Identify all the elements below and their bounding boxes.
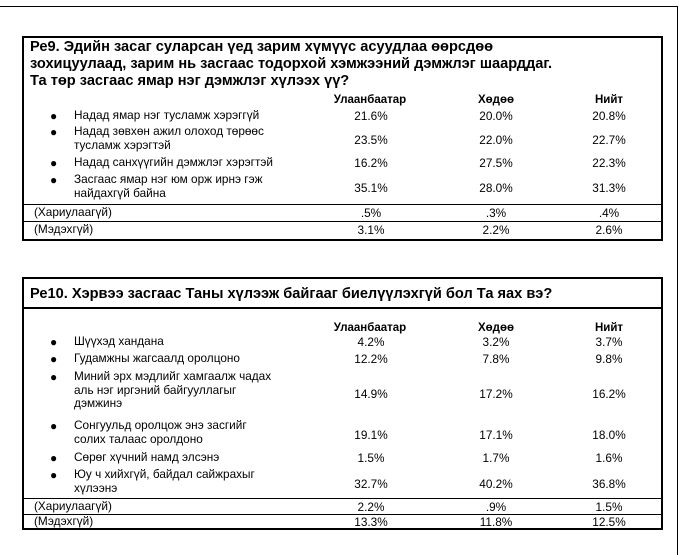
bullet-icon: ● bbox=[50, 468, 58, 482]
page-top-rule bbox=[0, 6, 677, 7]
value-niit: 1.5% bbox=[595, 500, 623, 514]
row-label: (Мэдэхгүй) bbox=[34, 222, 94, 236]
row-label: (Мэдэхгүй) bbox=[34, 514, 94, 528]
question-title bbox=[24, 279, 661, 309]
value-khuduu: 27.5% bbox=[479, 156, 513, 170]
value-khuduu: .3% bbox=[485, 206, 507, 220]
value-khuduu: 7.8% bbox=[482, 352, 510, 366]
question-title-line: Ре9. Эдийн засаг суларсан үед зарим хүмүүс асуудлаа өөрсдөө bbox=[30, 39, 494, 55]
row-label: (Хариулаагүй) bbox=[34, 499, 112, 513]
column-header-niit: Нийт bbox=[594, 94, 624, 106]
column-header-ulaanbaatar: Улаанбаатар bbox=[333, 322, 407, 334]
value-niit: 16.2% bbox=[592, 387, 626, 401]
row-label: Сонгуульд оролцож энэ засгийг солих талаас оролдоно bbox=[74, 418, 247, 446]
value-khuduu: 3.2% bbox=[482, 335, 510, 349]
question-title-line: Та төр засгаас ямар нэг дэмжлэг хүлээх үү? bbox=[30, 73, 350, 89]
row-label: Сөрөг хүчний намд элсэнэ bbox=[74, 450, 220, 464]
value-ulaanbaatar: 23.5% bbox=[354, 133, 388, 147]
row-label: Надад зөвхөн ажил олоход төрөөс тусламж хэрэгтэй bbox=[74, 124, 264, 152]
row-label: Засгаас ямар нэг юм орж ирнэ гэж найдахгүй байна bbox=[74, 172, 263, 200]
column-header-ulaanbaatar: Улаанбаатар bbox=[333, 94, 407, 106]
divider bbox=[24, 221, 661, 222]
value-niit: 22.7% bbox=[592, 133, 626, 147]
value-ulaanbaatar: 19.1% bbox=[354, 428, 388, 442]
value-niit: 22.3% bbox=[592, 156, 626, 170]
value-niit: 31.3% bbox=[592, 181, 626, 195]
question-title-line: Ре10. Хэрвээ засгаас Таны хүлээж байгааг биелүүлэхгүй бол Та яах вэ? bbox=[30, 286, 553, 302]
value-niit: 36.8% bbox=[592, 477, 626, 491]
question-table-q10 bbox=[22, 277, 663, 530]
page-right-rule bbox=[677, 6, 678, 555]
column-header-khuduu: Хөдөө bbox=[477, 322, 515, 334]
bullet-icon: ● bbox=[50, 173, 58, 187]
value-niit: 12.5% bbox=[592, 515, 626, 529]
value-khuduu: 1.7% bbox=[482, 451, 510, 465]
bullet-icon: ● bbox=[50, 419, 58, 433]
row-label: Надад санхүүгийн дэмжлэг хэрэгтэй bbox=[74, 155, 273, 169]
value-khuduu: 17.2% bbox=[479, 387, 513, 401]
question-table-q9 bbox=[22, 36, 663, 241]
column-header-niit: Нийт bbox=[594, 322, 624, 334]
value-niit: 9.8% bbox=[595, 352, 623, 366]
bullet-icon: ● bbox=[50, 109, 58, 123]
bullet-icon: ● bbox=[50, 451, 58, 465]
value-ulaanbaatar: 1.5% bbox=[357, 451, 385, 465]
value-niit: 3.7% bbox=[595, 335, 623, 349]
value-ulaanbaatar: 3.1% bbox=[357, 223, 385, 237]
bullet-icon: ● bbox=[50, 125, 58, 139]
value-ulaanbaatar: 14.9% bbox=[354, 387, 388, 401]
value-niit: 18.0% bbox=[592, 428, 626, 442]
row-label: (Хариулаагүй) bbox=[34, 205, 112, 219]
bullet-icon: ● bbox=[50, 335, 58, 349]
value-niit: 2.6% bbox=[595, 223, 623, 237]
value-ulaanbaatar: 35.1% bbox=[354, 181, 388, 195]
value-niit: .4% bbox=[598, 206, 620, 220]
column-header-khuduu: Хөдөө bbox=[477, 94, 515, 106]
bullet-icon: ● bbox=[50, 156, 58, 170]
value-ulaanbaatar: 12.2% bbox=[354, 352, 388, 366]
value-khuduu: .9% bbox=[485, 500, 507, 514]
value-ulaanbaatar: 2.2% bbox=[357, 500, 385, 514]
value-khuduu: 20.0% bbox=[479, 109, 513, 123]
value-niit: 20.8% bbox=[592, 109, 626, 123]
row-label: Шүүхэд хандана bbox=[74, 334, 164, 348]
bullet-icon: ● bbox=[50, 352, 58, 366]
value-khuduu: 22.0% bbox=[479, 133, 513, 147]
value-ulaanbaatar: 4.2% bbox=[357, 335, 385, 349]
question-title-line: зохицуулаад, зарим нь засгаас тодорхой хэмжээний дэмжлэг шаарддаг. bbox=[30, 56, 553, 72]
value-khuduu: 40.2% bbox=[479, 477, 513, 491]
row-label: Миний эрх мэдлийг хамгаалж чадах аль нэг иргэний байгууллагыг дэмжинэ bbox=[74, 369, 272, 410]
value-ulaanbaatar: 21.6% bbox=[354, 109, 388, 123]
bullet-icon: ● bbox=[50, 370, 58, 384]
value-khuduu: 11.8% bbox=[479, 515, 513, 529]
row-label: Надад ямар нэг тусламж хэрэггүй bbox=[74, 108, 260, 122]
value-ulaanbaatar: 16.2% bbox=[354, 156, 388, 170]
divider bbox=[24, 498, 661, 499]
value-ulaanbaatar: 13.3% bbox=[354, 515, 388, 529]
value-khuduu: 28.0% bbox=[479, 181, 513, 195]
question-title bbox=[24, 38, 661, 90]
value-ulaanbaatar: .5% bbox=[360, 206, 382, 220]
row-label: Гудамжны жагсаалд оролцоно bbox=[74, 351, 240, 365]
value-niit: 1.6% bbox=[595, 451, 623, 465]
value-khuduu: 2.2% bbox=[482, 223, 510, 237]
row-label: Юу ч хийхгүй, байдал сайжрахыг хүлээнэ bbox=[74, 467, 255, 495]
value-ulaanbaatar: 32.7% bbox=[354, 477, 388, 491]
divider bbox=[24, 204, 661, 205]
value-khuduu: 17.1% bbox=[479, 428, 513, 442]
